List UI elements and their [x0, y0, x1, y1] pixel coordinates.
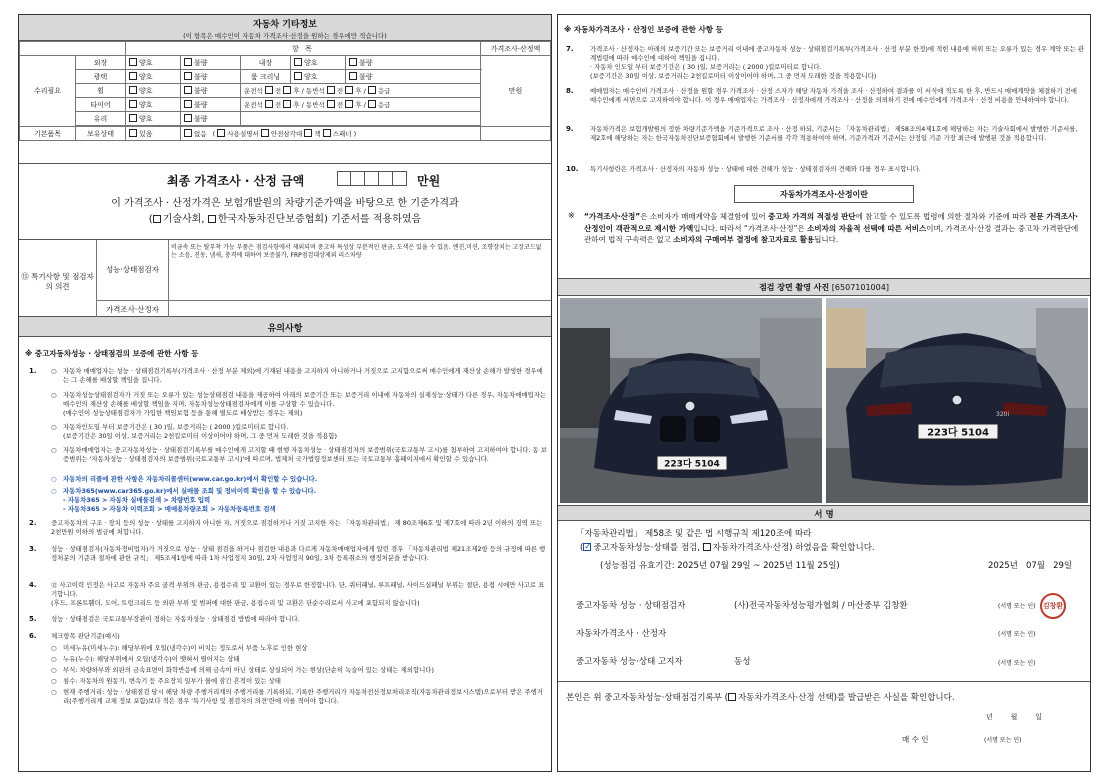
notice-6a: 미세누유(미세누수): 해당부위에 오일(냉각수)이 비치는 정도로서 부품 노후로 인한 현상: [63, 644, 308, 652]
sign-title: 서 명: [814, 510, 834, 520]
notice-5: 성능 · 상태점검은 국토교통부장관이 정하는 자동차성능 · 상태점검 방법에 따라야 합니다.: [51, 615, 300, 623]
notice-6b: 누유(누수): 해당부위에서 오일(냉각수)이 맺혀서 떨어지는 상태: [63, 655, 240, 663]
gloss-good-checkbox[interactable]: [129, 72, 137, 80]
rear-badge: 320i: [996, 411, 1010, 418]
notice-1-3: 자동차인도일 부터 보증기간은 ( 30 )일, 보증거리는 ( 2000 )킬로미터로 합니다.: [63, 423, 289, 431]
rear-photo: [826, 298, 1088, 503]
tire-passenger-front-checkbox[interactable]: [327, 100, 335, 108]
notice-7: 가격조사 · 산정자는 아래의 보증기간 또는 보증거리 이내에 중고자동차 성능 · 상태점검기록부(가격조사 · 산정 부분 한정)에 적힌 내용에 허위 또는 오류가 있는 경우 계약 또는 관계법령에 따라 매수인에 대하여 책임을 집니다.: [590, 45, 1084, 62]
notice-1-4: 자동차매매업자는 중고자동차성능 · 상태점검기록부를 매수인에게 고지할 때 현행 자동차성능 · 상태점검자의 보증범위(국토교통부 고시)를 첨부하여 고지하여야 합니다. 동 보증범위는 '자동차성능 · 상태점검자의 보증범위(국토교통부 고시)'에 따르며, 법제처 국가법령정보센터 또는 국토교통부 홈페이지에서 확인할 수 있습니다.: [63, 446, 547, 463]
jack-checkbox[interactable]: [304, 129, 312, 137]
notice-car365-path1[interactable]: - 자동차365 > 자동차 실매물검색 > 차량번호 입력: [63, 496, 211, 504]
notice-8: 매매업자는 매수인이 가격조사 · 산정을 원할 경우 가격조사 · 산정 스자가 해당 자동차 가격을 조사 · 산정하여 결과를 이 서식에 적도록 한 후, 반드시 매매계약을 체결하기 전에 매수인에게 서면으로 고지하여야 합니다. 이 경우 매매업자는 가격조사 · 산정자에게 가격조사 · 산정을 의뢰하기 전에 매수인에게 가격조사 · 산정 비용을 안내하여야 합니다.: [590, 87, 1077, 104]
row-exterior: 외장: [76, 56, 126, 70]
law-line: 「자동차관리법」 제58조 및 같은 법 시행규칙 제120조에 따라: [576, 529, 812, 539]
final-line1: 이 가격조사 · 산정가격은 보험개발원의 차량기준가액을 바탕으로 한 기준가격과: [111, 198, 459, 209]
inspector-name: (사)전국자동차성능평가협회 / 마산중부 김창환: [734, 601, 908, 611]
cleaning-good-checkbox[interactable]: [294, 72, 302, 80]
tire-emergency-checkbox[interactable]: [368, 100, 376, 108]
wheel-emergency-checkbox[interactable]: [368, 86, 376, 94]
notice-1-1: 자동차 매매업자는 성능 · 상태점검기록부(가격조사 · 산정 부분 제외)에 기재된 내용을 고지하지 아니하거나 거짓으로 고지함으로써 매수인에게 재산상 손해가 발생한 경우에는 그 손해를 배상할 책임을 집니다.: [63, 367, 543, 384]
basic-items-label: 기본품목: [20, 127, 76, 141]
appraiser-opinion-label: 가격조사·산정자: [97, 300, 169, 317]
amount-boxes[interactable]: [337, 171, 407, 188]
spanner-checkbox[interactable]: [323, 129, 331, 137]
price-check-checkbox[interactable]: [703, 543, 711, 551]
possession-none-checkbox[interactable]: [184, 129, 192, 137]
receipt-date: 년 월 일: [986, 713, 1042, 721]
tire-bad-checkbox[interactable]: [184, 100, 192, 108]
notice-7a: · 자동차 인도일 부터 보증기간은 ( 30 )일, 보증거리는 ( 2000 )킬로미터로 합니다.: [590, 63, 822, 71]
notifier-label: 중고자동차 성능·상태 고지자: [576, 657, 683, 667]
notice-2: 중고자동차의 구조 · 장치 등의 성능 · 상태를 고지하지 아니한 자, 거짓으로 점검하거나 거짓 고지한 자는 「자동차관리법」 제 80조제6호 및 제7호에 따라 2년 이하의 징역 또는 2천만원 이하의 벌금에 처합니다.: [51, 519, 543, 536]
notice-9: 자동차가격은 보험개발원의 정한 차량기준가액을 기준가격으로 조사 · 산정 하되, 기준서는 「자동차관리법」 제58조의4제1호에 해당하는 자는 기술사회에서 발행한 기준서를, 제2호에 해당하는 자는 한국자동차진단보증협회에서 발행한 기준서를 각각 적용하여야 하며, 기준가격과 기준서는 산정일 기준 가장 최근에 발행된 것을 적용합니다.: [590, 125, 1078, 142]
definition-title: 자동차가격조사·산정이란: [734, 185, 914, 203]
final-amount-title: 최종 가격조사 · 산정 금액: [167, 174, 305, 188]
notice-recall[interactable]: 자동차의 리콜에 관한 사항은 자동차리콜센터(www.car.go.kr)에서 확인할 수 있습니다.: [63, 475, 318, 483]
wheel-passenger-front-checkbox[interactable]: [327, 86, 335, 94]
tire-passenger-rear-checkbox[interactable]: [345, 100, 353, 108]
rear-car-image: [826, 298, 1088, 503]
notice-subheader: ※ 중고자동차성능 · 상태점검의 보증에 관한 사항 등: [25, 349, 199, 358]
wheel-driver-front-checkbox[interactable]: [265, 86, 273, 94]
other-info-title: 자동차 기타정보: [253, 20, 317, 30]
row-tire: 타이어: [76, 98, 126, 112]
front-plate-text: 223다 5104: [664, 459, 720, 470]
right-column: ※ 자동차가격조사 · 산정인 보증에 관한 사항 등 7. 가격조사 · 산정자는 아래의 보증기간 또는 보증거리 이내에 중고자동차 성능 · 상태점검기록부(가격조사 · 산정 부분 한정)에 적힌 내용에 허위 또는 오류가 있는 경우 계약 또는 관계법령에 따라 매수인에 대하여 책임을 집니다. · 자동차 인도일 부터 보증기간은 ( 30 )일, 보증거리는 ( 2000 )킬로미터로 합니다. (보증기간은 30일 이상, 보증거리는 2천킬로미터 이상이어야 하며, 그 중 먼저 도래한 것을 적용합니다) 8. 매매업자는 매수인이 가격조사 · 산정을 원할 경우 가격조사 · 산정 스자가 해당 자동차 가격을 조사 · 산정하여 결과를 이 서식에 적도록 한 후, 반드시 매매계약을 체결하기 전에 매수인에게 서면으로 고지하여야 합니다. 이 경우 매매업자는 가격조사 · 산정자에게 가격조사 · 산정을 의뢰하기 전에 매수인에게 가격조사 · 산정 비용을 안내하여야 합니다. 9. 자동차가격은 보험개발원의 정한 차량기준가액을 기준가격으로 조사 · 산정 하되, 기준서는 「자동차관리법」 제58조의4제1호에 해당하는 자는 기술사회에서 발행한 기준서를, 제2호에 해당하는 자는 한국자동차진단보증협회에서 발행한 기준서를 각각 적용하여야 하며, 기준가격과 기준서는 산정일 기준 가장 최근에 발행된 것을 적용합니다. 10. 특기사항란은 가격조사 · 산정자의 자동차 성능 · 상태에 대한 견해가 성능 · 상태점검자의 견해와 다를 경우 표시합니다. 자동차가격조사·산정이란 ※ “가격조사·산정”은 소비자가 매매계약을 체결함에 있어 중고차 가격의 적절성 판단에 참고할 수 있도록 법령에 의한 절차와 기준에 따라 전문 가격조사·산정인이 객관적으로 제시한 가액입니다. 따라서 “가격조사·산정”은 소비자의 자율적 선택에 따른 서비스이며, 가격조사·산정 결과는 중고차 가격판단에 관하여 법적 구속력은 없고 소비자의 구매여부 결정에 참고자료로 활용됩니다. 점검 장면 촬영 사진 [6507101004] 223다 5104 320i 223다 5104 서 명 「자동차관리법」 제58조 및 같은 법 시행규칙 제120조에 따라 (✓ 중고자동차성능·상태를 점검, 자동차가격조사·산정) 하였음을 확인합니다. (성능점검 유효기간: 2025년 07월 29일 ~ 2025년 11월 25일) 2025년 07월 29일 중고자동차 성능 · 상태점검자 (사)전국자동차성능평가협회 / 마산중부 김창환 (서명 또는 인) 김창환 자동차가격조사 · 산정자 (서명 또는 인) 중고자동차 성능·상태 고지자 동성 (서명 또는 인) 본인은 위 중고자동차성능·상태점검기록부 ( 자동차가격조사·산정 선택)를 발급받은 사실을 확인합니다. 년 월 일 매 수 인 (서명 또는 인): [557, 14, 1091, 772]
photo-header: [558, 278, 1090, 296]
other-info-subtitle: (이 항목은 매수인이 자동차 가격조사·산정을 원하는 경우에만 적습니다): [183, 32, 387, 40]
sign-date: 2025년 07월 29일: [988, 561, 1073, 571]
photo-code: [6507101004]: [831, 283, 889, 292]
wheel-bad-checkbox[interactable]: [184, 86, 192, 94]
inspector-opinion-text: 비금속 또는 탈부착 가능 부품은 점검사항에서 제외되며 중고차 특성상 부분적인 판금, 도색은 있을 수 있음. 엔진,미션, 조향장치는 고장코드없는 소음, 진동, 냄새, 충격에 대하여 보증불가, FRP점검대상제외 리스차량: [171, 244, 542, 259]
tire-driver-rear-checkbox[interactable]: [283, 100, 291, 108]
notice-title: 유의사항: [267, 324, 303, 334]
definition-text: “가격조사·산정”은 소비자가 매매계약을 체결함에 있어 중고차 가격의 적절성 판단에 참고할 수 있도록 법령에 의한 절차와 기준에 따라 전문 가격조사·산정인이 객관적으로 제시한 가액입니다. 따라서 “가격조사·산정”은 소비자의 자율적 선택에 따른 서비스이며, 가격조사·산정 결과는 중고차 가격판단에 관하여 법적 구속력은 없고 소비자의 구매여부 결정에 참고자료로 활용됩니다.: [584, 212, 1079, 244]
wheel-good-checkbox[interactable]: [129, 86, 137, 94]
notice-1-3b: (보증기간은 30일 이상, 보증거리는 2천킬로미터 이상이어야 하며, 그 중 먼저 도래한 것을 적용함): [63, 432, 338, 440]
notice-3: 성능 · 상태점검자(자동차정비업자)가 거짓으로 성능 · 상태 점검을 하거나 점검한 내용과 다르게 자동차매매업자에게 알린 경우 「자동차관리법 제21조제2항 등의 규정에 따른 행정처분의 기준과 절차에 관한 규칙」 제5조제1항에 따라 1차 사업정지 30일, 2차 사업정지 90일, 3차 등록취소의 행정처분을 받습니다.: [51, 545, 546, 562]
special-notes-section: [19, 240, 551, 317]
exterior-good-checkbox[interactable]: [129, 58, 137, 66]
glass-good-checkbox[interactable]: [129, 114, 137, 122]
repair-needed-label: 수리필요: [20, 56, 76, 127]
price-header: 가격조사·산정액: [481, 42, 551, 56]
manual-checkbox[interactable]: [217, 129, 225, 137]
wheel-passenger-rear-checkbox[interactable]: [345, 86, 353, 94]
notice-6e: 현재 주행거리: 성능 · 상태점검 당시 해당 차량 주행거리계의 주행거리를 기록하되, 기록한 주행거리가 자동차전산정보처리조직(자동차관리정보시스템)으로부터 받은 주행거리(주행거리계 교체 정보 포함)보다 적은 경우 '특기사항 및 점검자의 의견'란에 이를 적어야 합니다.: [63, 688, 543, 705]
tech-society-checkbox[interactable]: [153, 215, 161, 223]
notice-car365[interactable]: 자동차365(www.car365.go.kr)에서 실매물 조회 및 정비이력 확인을 할 수 있습니다.: [63, 487, 317, 495]
row-room-cleaning: 룸 크리닝: [241, 70, 291, 84]
buyer-label: 매 수 인: [902, 735, 929, 744]
wheel-driver-rear-checkbox[interactable]: [283, 86, 291, 94]
performance-check-checkbox[interactable]: [583, 543, 591, 551]
final-line2: ( 기술사회, 한국자동차진단보증협회) 기준서를 적용하였음: [148, 214, 422, 225]
notice-6c: 부식: 차량하부와 외판의 금속표면이 화학반응에 의해 금속이 아닌 상태로 상실되어 가는 현상(단순히 녹슬어 있는 상태는 제외합니다): [63, 666, 434, 674]
possession-label: 보유상태: [76, 127, 126, 141]
rear-plate-text: 223다 5104: [927, 427, 989, 439]
front-photo: [560, 298, 822, 503]
appraiser-sign-hint[interactable]: (서명 또는 인): [998, 631, 1036, 638]
appraiser-label: 자동차가격조사 · 산정자: [576, 629, 667, 639]
receipt-line: 본인은 위 중고자동차성능·상태점검기록부 ( 자동차가격조사·산정 선택)를 발급받은 사실을 확인합니다.: [566, 693, 955, 703]
glass-bad-checkbox[interactable]: [184, 114, 192, 122]
inspector-label: 중고자동차 성능 · 상태점검자: [576, 601, 686, 611]
inspector-opinion-label: 성능·상태점검자: [97, 240, 169, 300]
notice-header: [19, 317, 551, 337]
tire-positions: 운전석 전 후 / 동반석 전 후 / 응급: [241, 98, 481, 112]
triangle-checkbox[interactable]: [261, 129, 269, 137]
notice-7b: (보증기간은 30일 이상, 보증거리는 2천킬로미터 이상이어야 하며, 그 중 먼저 도래한 것을 적용합니다): [590, 72, 877, 80]
other-info-header: [19, 15, 551, 41]
sign-header: [558, 505, 1090, 521]
notice-1-2b: (매수인이 성능상태점검자가 가입한 책임보험 등을 통해 별도로 배상받는 경우는 제외): [63, 409, 303, 417]
notice-4b: (후드, 프론트휀더, 도어, 트렁크리드 등 외판 부위 및 범퍼에 대한 판금, 용접수리 및 교환은 단순수리로서 사고에 포함되지 않습니다): [51, 599, 420, 607]
front-car-image: [560, 298, 822, 503]
validity-period: (성능점검 유효기간: 2025년 07월 29일 ~ 2025년 11월 25일): [600, 561, 840, 571]
notice-6: 체크항목 판단기준(예시): [51, 632, 120, 640]
row-interior: 내장: [241, 56, 291, 70]
item-header: 항 목: [126, 42, 481, 56]
final-amount-section: [19, 163, 551, 240]
row-wheel: 휠: [76, 84, 126, 98]
possession-have-checkbox[interactable]: [129, 129, 137, 137]
row-gloss: 광택: [76, 70, 126, 84]
receipt-price-checkbox[interactable]: [728, 693, 736, 701]
inspector-seal: 김창환: [1040, 593, 1066, 619]
notice-6d: 침수: 자동차의 원동기, 변속기 등 주요장치 일부가 물에 잠긴 흔적이 있는 상태: [63, 677, 281, 685]
other-info-table: 항 목 가격조사·산정액 수리필요 외장 양호 불량 내장 양호 불량 만원 광택 양호 불량 룸 크리닝 양호 불량 휠 양호 불량 운전석 전 후 / 동반석 전 후 / 응급 타이어 양호 불량 운전석 전 후 / 동반석 전 후 / 응급 유리 양호 불량 기본품목 보유상태 있음 없음 ( 사용설명서 안전삼각대 잭 스패너 ): [19, 41, 551, 141]
exterior-bad-checkbox[interactable]: [184, 58, 192, 66]
notifier-name: 동성: [734, 657, 751, 667]
notice-car365-path2[interactable]: - 자동차365 > 자동차 이력조회 > 매매용차량조회 > 자동차등록번호 검색: [63, 505, 276, 513]
inspector-sign-hint: (서명 또는 인): [998, 603, 1036, 610]
interior-good-checkbox[interactable]: [294, 58, 302, 66]
tire-driver-front-checkbox[interactable]: [265, 100, 273, 108]
notice-1-2: 자동차성능상태점검자가 거짓 또는 오류가 있는 성능상태점검 내용을 제공하여 아래의 보증기간 또는 보증거리 이내에 자동차의 실제성능·상태가 다른 경우, 자동차매매업자는 매수인의 재산상 손해를 배상할 책임을 지며, 자동차성능상태점검자에게 이를 구상할 수 있습니다.: [63, 391, 547, 408]
cleaning-bad-checkbox[interactable]: [349, 72, 357, 80]
diag-assoc-checkbox[interactable]: [208, 215, 216, 223]
final-amount-unit: 만원: [417, 174, 441, 188]
price-guarantee-header: ※ 자동차가격조사 · 산정인 보증에 관한 사항 등: [564, 25, 723, 34]
gloss-bad-checkbox[interactable]: [184, 72, 192, 80]
notifier-sign-hint[interactable]: (서명 또는 인): [998, 660, 1036, 667]
special-notes-label: ⑮ 특기사항 및 점검자의 의견: [19, 240, 97, 317]
interior-bad-checkbox[interactable]: [349, 58, 357, 66]
wheel-positions: 운전석 전 후 / 동반석 전 후 / 응급: [241, 84, 481, 98]
left-column: 자동차 기타정보 (이 항목은 매수인이 자동차 가격조사·산정을 원하는 경우에만 적습니다) 항 목 가격조사·산정액 수리필요 외장 양호 불량 내장 양호 불량 만원 광택 양호 불량 룸 크리닝 양호 불량 휠 양호 불량 운전석 전 후 / 동반석 전 후 / 응급 타이어 양호 불량 운전석 전 후 / 동반석 전 후 / 응급 유리 양호 불량 기본품목 보유상태 있음 없음 ( 사용설명서 안전삼각대 잭 스패너 ) 최종 가격조사 · 산정 금액 만원 이 가격조사 · 산정가격은 보험개발원의 차량기준가액을 바탕으로 한 기준가격과 ( 기술사회, 한국자동차진단보증협회) 기준서를 적용하였음 ⑮ 특기사항 및 점검자의 의견 성능·상태점검자 비금속 또는 탈부착 가능 부품은 점검사항에서 제외되며 중고차 특성상 부분적인 판금, 도색은 있을 수 있음. 엔진,미션, 조향장치는 고장코드없는 소음, 진동, 냄새, 충격에 대하여 보증불가, FRP점검대상제외 리스차량 가격조사·산정자 유의사항 ※ 중고자동차성능 · 상태점검의 보증에 관한 사항 등 1. ○ 자동차 매매업자는 성능 · 상태점검기록부(가격조사 · 산정 부분 제외)에 기재된 내용을 고지하지 아니하거나 거짓으로 고지함으로써 매수인에게 재산상 손해가 발생한 경우에는 그 손해를 배상할 책임을 집니다. ○ 자동차성능상태점검자가 거짓 또는 오류가 있는 성능상태점검 내용을 제공하여 아래의 보증기간 또는 보증거리 이내에 자동차의 실제성능·상태가 다른 경우, 자동차매매업자는 매수인의 재산상 손해를 배상할 책임을 지며, 자동차성능상태점검자에게 이를 구상할 수 있습니다. (매수인이 성능상태점검자가 가입한 책임보험 등을 통해 별도로 배상받는 경우는 제외) ○ 자동차인도일 부터 보증기간은 ( 30 )일, 보증거리는 ( 2000 )킬로미터로 합니다. (보증기간은 30일 이상, 보증거리는 2천킬로미터 이상이어야 하며, 그 중 먼저 도래한 것을 적용함) ○ 자동차매매업자는 중고자동차성능 · 상태점검기록부를 매수인에게 고지할 때 현행 자동차성능 · 상태점검자의 보증범위(국토교통부 고시)를 첨부하여 고지하여야 합니다. 동 보증범위는 '자동차성능 · 상태점검자의 보증범위(국토교통부 고시)'에 따르며, 법제처 국가법령정보센터 또는 국토교통부 홈페이지에서 확인할 수 있습니다. ○ 자동차의 리콜에 관한 사항은 자동차리콜센터(www.car.go.kr)에서 확인할 수 있습니다. ○ 자동차365(www.car365.go.kr)에서 실매물 조회 및 정비이력 확인을 할 수 있습니다. - 자동차365 > 자동차 실매물검색 > 차량번호 입력 - 자동차365 > 자동차 이력조회 > 매매용차량조회 > 자동차등록번호 검색 2. 중고자동차의 구조 · 장치 등의 성능 · 상태를 고지하지 아니한 자, 거짓으로 점검하거나 거짓 고지한 자는 「자동차관리법」 제 80조제6호 및 제7호에 따라 2년 이하의 징역 또는 2천만원 이하의 벌금에 처합니다. 3. 성능 · 상태점검자(자동차정비업자)가 거짓으로 성능 · 상태 점검을 하거나 점검한 내용과 다르게 자동차매매업자에게 알린 경우 「자동차관리법 제21조제2항 등의 규정에 따른 행정처분의 기준과 절차에 관한 규칙」 제5조제1항에 따라 1차 사업정지 30일, 2차 사업정지 90일, 3차 등록취소의 행정처분을 받습니다. 4. ⑫ 사고이력 인정은 사고로 자동차 주요 골격 부위의 판금, 용접수리 및 교환이 있는 경우로 한정합니다. 단, 쿼터패널, 루프패널, 사이드실패널 부위는 절단, 용접 시에만 사고로 표기합니다. (후드, 프론트휀더, 도어, 트렁크리드 등 외판 부위 및 범퍼에 대한 판금, 용접수리 및 교환은 단순수리로서 사고에 포함되지 않습니다) 5. 성능 · 상태점검은 국토교통부장관이 정하는 자동차성능 · 상태점검 방법에 따라야 합니다. 6. 체크항목 판단기준(예시) ○ 미세누유(미세누수): 해당부위에 오일(냉각수)이 비치는 정도로서 부품 노후로 인한 현상 ○ 누유(누수): 해당부위에서 오일(냉각수)이 맺혀서 떨어지는 상태 ○ 부식: 차량하부와 외판의 금속표면이 화학반응에 의해 금속이 아닌 상태로 상실되어 가는 현상(단순히 녹슬어 있는 상태는 제외합니다) ○ 침수: 자동차의 원동기, 변속기 등 주요장치 일부가 물에 잠긴 흔적이 있는 상태 ○ 현재 주행거리: 성능 · 상태점검 당시 해당 차량 주행거리계의 주행거리를 기록하되, 기록한 주행거리가 자동차전산정보처리조직(자동차관리정보시스템)으로부터 받은 주행거리(주행거리계 교체 정보 포함)보다 적은 경우 '특기사항 및 점검자의 의견'란에 이를 적어야 합니다.: [18, 14, 552, 772]
price-unit: 만원: [481, 56, 551, 127]
tire-good-checkbox[interactable]: [129, 100, 137, 108]
row-glass: 유리: [76, 112, 126, 126]
photo-title: 점검 장면 촬영 사진: [759, 283, 830, 292]
notice-10: 특기사항란은 가격조사 · 산정자의 자동차 성능 · 상태에 대한 견해가 성능 · 상태점검자의 견해와 다를 경우 표시합니다.: [590, 165, 921, 173]
check-line: (✓ 중고자동차성능·상태를 점검, 자동차가격조사·산정) 하였음을 확인합니다.: [580, 543, 875, 554]
buyer-sign-hint[interactable]: (서명 또는 인): [984, 737, 1022, 744]
notice-4: ⑫ 사고이력 인정은 사고로 자동차 주요 골격 부위의 판금, 용접수리 및 교환이 있는 경우로 한정합니다. 단, 쿼터패널, 루프패널, 사이드실패널 부위는 절단, 용접 시에만 사고로 표기합니다.: [51, 581, 545, 598]
